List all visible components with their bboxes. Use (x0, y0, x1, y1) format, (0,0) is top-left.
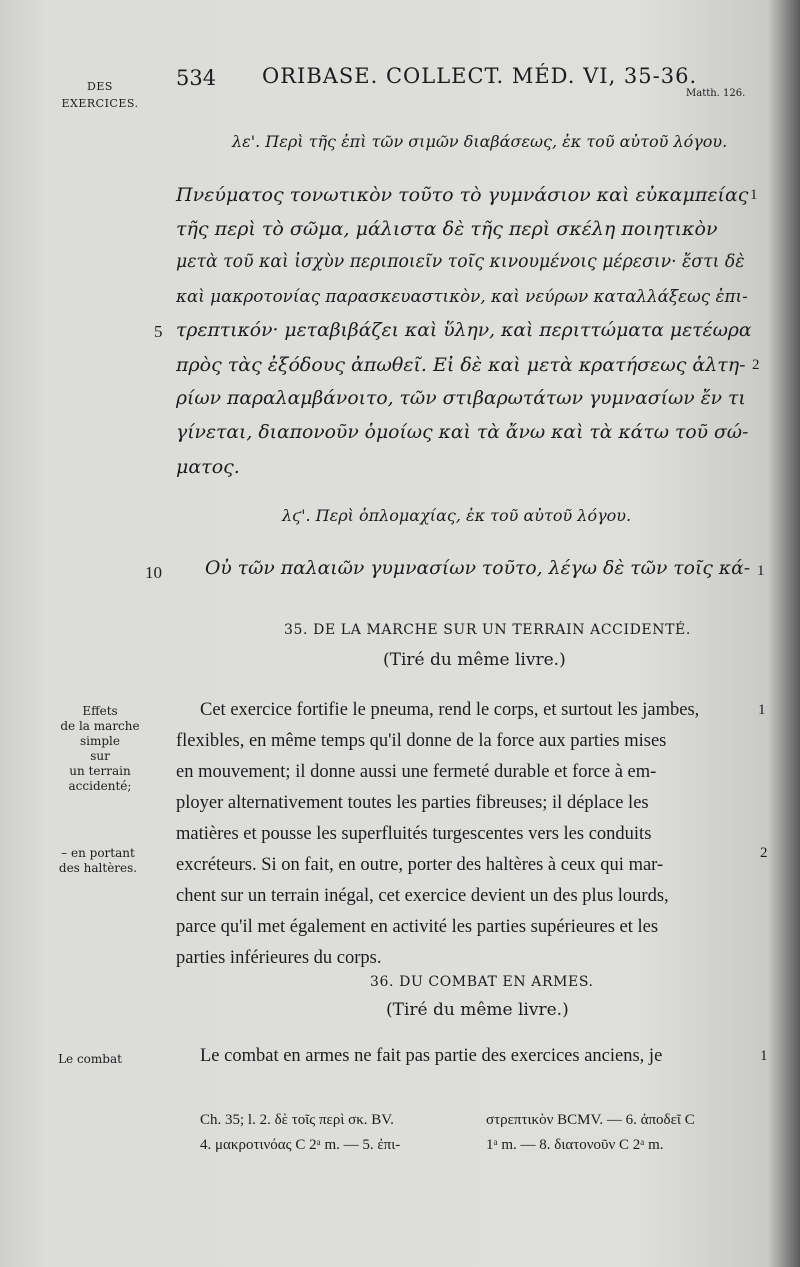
greek-margin-number-36: 1 (757, 563, 765, 579)
greek-line-8: γίνεται, διαπονοῦν ὁμοίως καὶ τὰ ἄνω καὶ τὰ κάτω τοῦ σώ- (176, 422, 749, 443)
footnote-line-2-right: 1ᵃ m. — 8. διατονοῦν C 2ᵃ m. (486, 1137, 664, 1153)
margin-heading-line-1: DES (87, 80, 113, 93)
margin-note-combat: Le combat (58, 1052, 122, 1066)
greek-line-1: Πνεύματος τονωτικὸν τοῦτο τὸ γυμνάσιον καὶ εὐκαμπείας (176, 184, 749, 206)
french-line-8: parce qu'il met également en activité les parties supérieures et les (176, 917, 659, 937)
french-margin-number-36: 1 (760, 1048, 768, 1064)
margin-note-halteres (48, 846, 148, 876)
margin-heading-line-2: EXERCICES. (61, 97, 139, 110)
french-line-2: flexibles, en même temps qu'il donne de la force aux parties mises (176, 731, 667, 751)
margin-note-line: simple (80, 734, 120, 748)
french-line-9: parties inférieures du corps. (176, 948, 382, 968)
french-line-7: chent sur un terrain inégal, cet exercice devient un des plus lourds, (176, 886, 669, 906)
french-line-1: Cet exercice fortifie le pneuma, rend le corps, et surtout les jambes, (200, 700, 700, 720)
running-title: ORIBASE. COLLECT. MÉD. VI, 35-36. (262, 64, 698, 88)
matth-reference: Matth. 126. (686, 88, 746, 99)
margin-note-effects (50, 704, 150, 794)
greek-line-9: ματος. (176, 456, 240, 478)
greek-line-4: καὶ μακροτονίας παρασκευαστικὸν, καὶ νεύρων καταλλάξεως ἐπι- (176, 286, 748, 306)
margin-note-line: accidenté; (68, 779, 132, 793)
french-title-35: 35. DE LA MARCHE SUR UN TERRAIN ACCIDENTÉ. (284, 622, 691, 638)
greek-line-number-5: 5 (154, 322, 163, 341)
margin-note-line: Effets (82, 704, 118, 718)
greek-line-36: Οὐ τῶν παλαιῶν γυμνασίων τοῦτο, λέγω δὲ τῶν τοῖς κά- (205, 558, 751, 579)
french-subtitle-36: (Tiré du même livre.) (386, 1000, 569, 1020)
greek-line-5: τρεπτικόν· μεταβιβάζει καὶ ὕλην, καὶ περιττώματα μετέωρα (176, 320, 752, 341)
greek-line-7: ρίων παραλαμβάνοιτο, τῶν στιβαρωτάτων γυμνασίων ἔν τι (176, 388, 746, 409)
french-subtitle-35: (Tiré du même livre.) (383, 650, 566, 670)
greek-margin-number-1: 1 (750, 187, 758, 203)
greek-line-3: μετὰ τοῦ καὶ ἰσχὺν περιποιεῖν τοῖς κινουμένοις μέρεσιν· ἔστι δὲ (176, 252, 745, 272)
french-margin-number-1: 1 (758, 702, 766, 718)
footnote-line-1-left: Ch. 35; l. 2. δὲ τοῖς περὶ σκ. BV. (200, 1112, 394, 1128)
page-number: 534 (176, 66, 217, 90)
greek-title-35: λε'. Περὶ τῆς ἐπὶ τῶν σιμῶν διαβάσεως, ἐκ τοῦ αὐτοῦ λόγου. (232, 132, 728, 151)
french-line-4: ployer alternativement toutes les parties fibreuses; il déplace les (176, 793, 649, 813)
french-line-36: Le combat en armes ne fait pas partie des exercices anciens, je (200, 1046, 663, 1066)
french-line-6: excréteurs. Si on fait, en outre, porter des haltères à ceux qui mar- (176, 855, 664, 875)
margin-note-line: sur (90, 749, 110, 763)
margin-heading (55, 78, 145, 112)
greek-title-36: λϛ'. Περὶ ὁπλομαχίας, ἐκ τοῦ αὐτοῦ λόγου. (282, 506, 632, 525)
french-line-3: en mouvement; il donne aussi une fermeté durable et force à em- (176, 762, 657, 782)
footnote-line-1-right: στρεπτικὸν BCMV. — 6. ἀποδεῖ C (486, 1112, 695, 1128)
french-title-36: 36. DU COMBAT EN ARMES. (370, 974, 594, 990)
margin-note-line: – en portant (61, 846, 135, 860)
margin-note-line: de la marche (60, 719, 140, 733)
footnote-line-2-left: 4. μακροτινόας C 2ᵃ m. — 5. ἐπι- (200, 1137, 401, 1153)
margin-note-line: un terrain (69, 764, 131, 778)
greek-line-2: τῆς περὶ τὸ σῶμα, μάλιστα δὲ τῆς περὶ σκέλη ποιητικὸν (176, 218, 718, 240)
french-line-5: matières et pousse les superfluités turgescentes vers les conduits (176, 824, 652, 844)
greek-line-number-10: 10 (145, 563, 162, 582)
french-margin-number-2: 2 (760, 845, 768, 861)
greek-line-6: πρὸς τὰς ἐξόδους ἀπωθεῖ. Εἰ δὲ καὶ μετὰ κρατήσεως ἁλτη- (176, 354, 746, 376)
margin-note-line: des haltères. (58, 861, 138, 875)
greek-margin-number-2: 2 (752, 357, 760, 373)
